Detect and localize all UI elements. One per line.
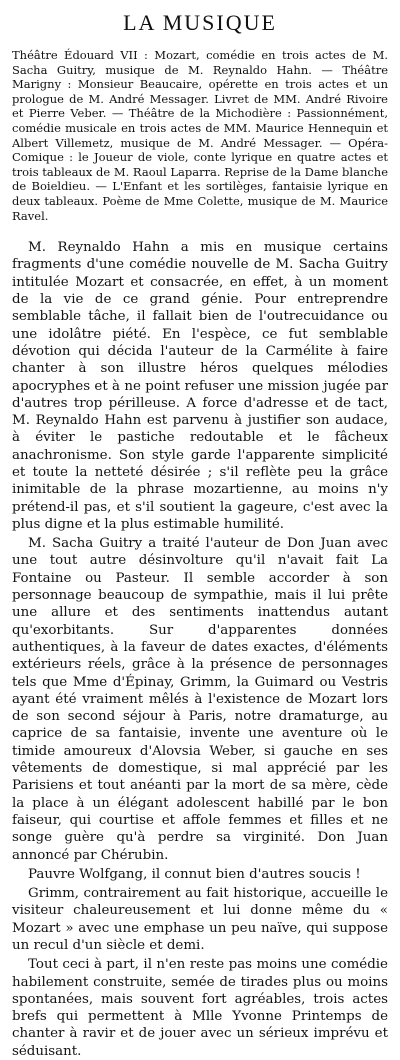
paragraph-1: M. Reynaldo Hahn a mis en musique certains fragments d'une comédie nouvelle de M. Sacha Guitry intitulée Mozart et consacrée, en effet, à un moment de la vie de ce grand génie. Pour entreprendre semblable tâche, il fallait bien de l'outrecuidance ou une idolâtre piété. En l'espèce, ce fut semblable dévotion qui décida l'auteur de la Carmélite à faire chanter à son illustre héros quelques mélodies apocryphes et à ne point refuser une mission jugée par d'autres trop périlleuse. A force d'adresse et de tact, M. Reynaldo Hahn est parvenu à justifier son audace, à éviter le pastiche redoutable et le fâcheux anachronisme. Son style garde l'apparente simplicité et toute la netteté désirée ; s'il reflète peu la grâce inimitable de la phrase mozartienne, au moins n'y prétend-il pas, et s'il soutient la gageure, c'est avec la plus digne et la plus estimable humilité.: [12, 240, 388, 532]
programme-summary: Théâtre Édouard VII : Mozart, comédie en trois actes de M. Sacha Guitry, musique de M. Reynaldo Hahn. — Théâtre Marigny : Monsieur Beaucaire, opérette en trois actes et un prologue de M. André Messager. Livret de MM. André Rivoire et Pierre Veber. — Théâtre de la Michodière : Passionnément, comédie musicale en trois actes de MM. Maurice Hennequin et Albert Villemetz, musique de M. André Messager. — Opéra-Comique : le Joueur de viole, conte lyrique en quatre actes et trois tableaux de M. Raoul Laparra. Reprise de la Dame blanche de Boieldieu. — L'Enfant et les sortilèges, fantaisie lyrique en deux tableaux. Poème de Mme Colette, musique de M. Maurice Ravel.: [12, 48, 389, 223]
paragraph-5: Tout ceci à part, il n'en reste pas moins une comédie habilement construite, semée de tirades plus ou moins spontanées, mais souvent fort agréables, trois actes brefs qui permettent à Mlle Yvonne Printemps de chanter à ravir et de jouer avec un sérieux imprévu et séduisant.: [12, 957, 388, 1059]
paragraph-3: Pauvre Wolfgang, il connut bien d'autres soucis !: [28, 866, 361, 882]
paragraph-2: M. Sacha Guitry a traité l'auteur de Don Juan avec une tout autre désinvolture qu'il n'avait fait La Fontaine ou Pasteur. Il semble accorder à son personnage beaucoup de sympathie, mais il lui prête une allure et des sentiments inattendus autant qu'exorbitants. Sur d'apparentes données authentiques, à la faveur de dates exactes, d'éléments extérieurs réels, grâce à la présence de personnages tels que Mme d'Épinay, Grimm, la Guimard ou Vestris ayant été vraiment mêlés à l'existence de Mozart lors de son second séjour à Paris, notre dramaturge, au caprice de sa fantaisie, invente une aventure où le timide amoureux d'Alovsia Weber, si gauche en ses vêtements de domestique, si mal apprécié par les Parisiens et tout anéanti par la mort de sa mère, cède la place à un élégant adolescent habillé par le bon faiseur, qui courtise et affole femmes et filles et ne songe guère qu'à perdre sa virginité. Don Juan annoncé par Chérubin.: [12, 536, 388, 863]
paragraph-4: Grimm, contrairement au fait historique, accueille le visiteur chaleureusement et lui donne même du « Mozart » avec une emphase un peu naïve, qui suppose un recul d'un siècle et demi.: [12, 886, 388, 953]
page-title: LA MUSIQUE: [123, 10, 277, 35]
